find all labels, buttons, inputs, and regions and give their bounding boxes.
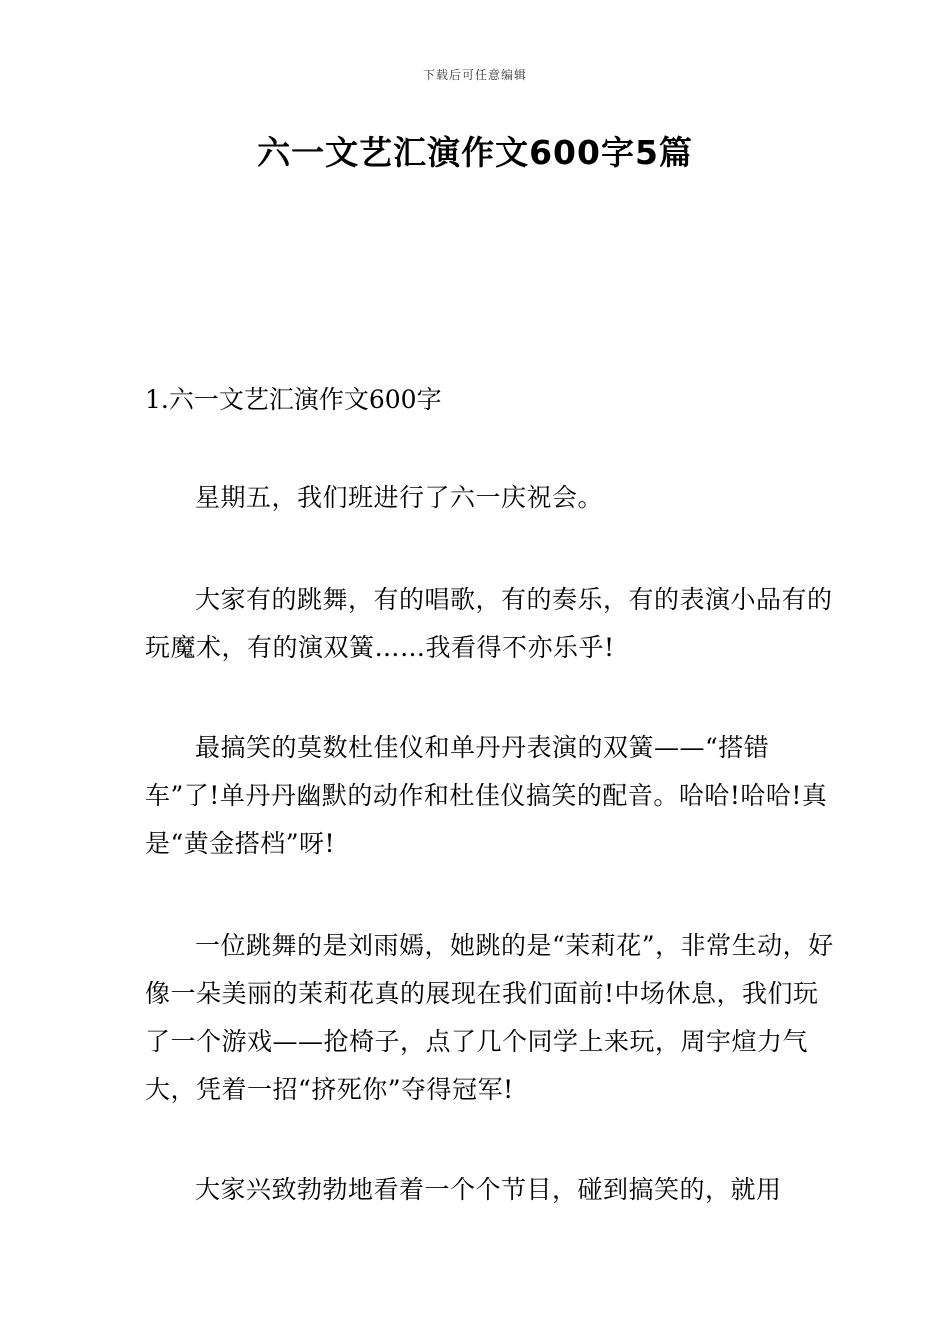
paragraph-1: [145, 474, 835, 522]
paragraph-text: 最搞笑的莫数杜佳仪和单丹丹表演的双簧——“搭错车”了!单丹丹幽默的动作和杜佳仪搞笑的配音。哈哈!哈哈!真是“黄金搭档”呀!: [145, 733, 828, 858]
paragraph-text: 星期五，我们班进行了六一庆祝会。: [195, 483, 604, 512]
paragraph-4: [145, 922, 835, 1114]
paragraph-text: 大家有的跳舞，有的唱歌，有的奏乐，有的表演小品有的玩魔术，有的演双簧……我看得不亦乐乎!: [145, 585, 833, 662]
paragraph-2: [145, 576, 835, 672]
paragraph-3: [145, 724, 835, 868]
paragraph-text: 一位跳舞的是刘雨嫣，她跳的是“茉莉花”，非常生动，好像一朵美丽的茉莉花真的展现在我们面前!中场休息，我们玩了一个游戏——抢椅子，点了几个同学上来玩，周宇煊力气大，凭着一招“挤死你”夺得冠军!: [145, 931, 834, 1104]
paragraph-text: 大家兴致勃勃地看着一个个节目，碰到搞笑的，就用: [195, 1175, 782, 1204]
document-title: 六一文艺汇演作文600字5篇: [257, 133, 693, 172]
header-note: 下载后可任意编辑: [422, 68, 527, 82]
section-heading: 1.六一文艺汇演作文600字: [145, 385, 442, 414]
paragraph-5: [145, 1166, 835, 1214]
